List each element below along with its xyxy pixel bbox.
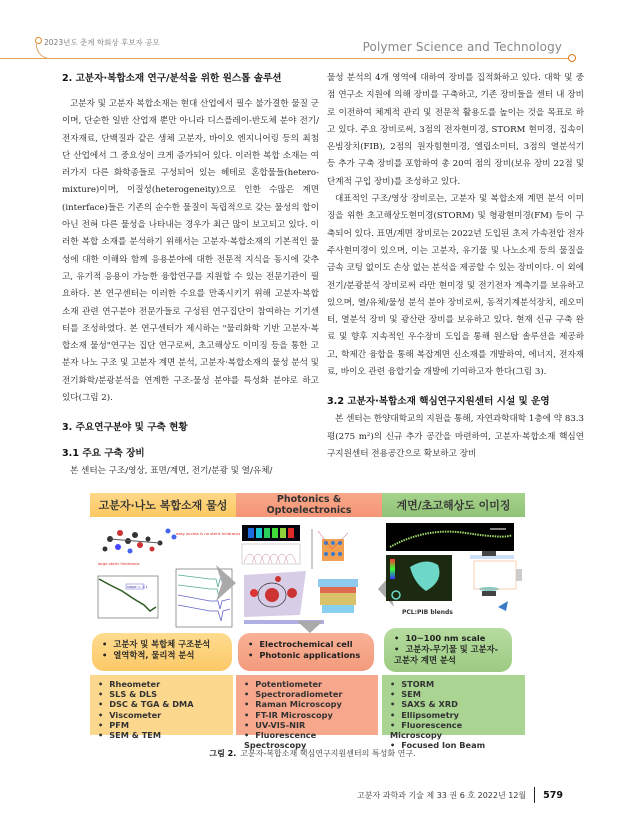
pill-item: • 10~100 nm scale [394,633,502,644]
figure-2 [90,493,525,751]
equipment-item: • UV-VIS-NIR [244,720,370,730]
equipment-item: • Raman Microscopy [244,699,370,709]
equipment-item: • SEM [390,689,517,699]
imaging-equipment-list [382,675,525,751]
section-3-1-paragraph: 본 센터는 구조/영상, 표면/계면, 전기/분광 및 열/유체/ [70,466,273,477]
equipment-item: • Fluorescence Spectroscopy [244,730,370,750]
equipment-item: • SLS & DLS [98,689,225,699]
equipment-item: • FT-IR Microscopy [244,710,370,720]
equipment-item: • Rheometer [98,679,225,689]
scattering-plot [98,576,158,618]
figure-caption [0,748,625,759]
pill-item: • Electrochemical cell [248,639,364,650]
section-3-2-paragraph: 본 센터는 한양대학교의 지원을 통해, 자연과학대학 1층에 약 83.3평(275 m²)의 신규 추가 공간을 마련하여, 고분자·복합소재 핵심연구지원센터 전용공간으로 확보하고 장비 [327,414,584,459]
section-3-1-paragraph-cont: 물성 분석의 4개 영역에 대하여 장비를 집적화하고 있다. 대학 및 중점 연구소 지원에 의해 장비를 구축하고, 기존 장비들을 센터 내 장비로 이전하여 체계적 관리 및 전문적 활용도를 높이는 것을 목표로 하고 있다. 주요 장비로써, 3점의 전자현미경, STORM 현미경, 집속이온빔장치(FIB), 2점의 원자힘현미경, 엘립소미터, 3점의 열분석기 등 추가 구축 장비를 포함하여 총 20여 점의 장비(보유 장비 22점 및 단계적 구입 장비)를 조성하고 있다. [327,73,584,187]
imaging-illustration [386,521,525,629]
right-column [327,70,584,463]
equipment-item: • Fluorescence Microscopy [390,720,517,740]
molecule-model [103,529,177,554]
equipment-item: • SEM & TEM [98,730,225,740]
equipment-item: • Spectroradiometer [244,689,370,699]
equipment-item: • Viscometer [98,710,225,720]
energy-diagram [312,529,348,569]
section-2-paragraph: 고분자 및 고분자 복합소재는 현대 산업에서 필수 불가결한 물질 군이며, 단순한 일반 산업재 뿐만 아니라 디스플레이-반도체 분야 전기/전자재료, 단백질과 같은 생체 고분자, 바이오 엔지니어링 등의 최첨단 산업에서 그 중요성이 크게 증가되어 있다. 이러한 복합 소재는 여러가지 다른 화학종들로 구성되어 있는 헤테로 혼합물들(hetero-mixture)이며, 이질성(heterogeneity)으로 인한 수많은 계면(interface)들은 기존의 순수한 물질이 독립적으로 갖는 물성의 합이 아닌 전혀 다른 물성을 나타내는 경우가 최근 많이 보고되고 있다. 이러한 복합 소재를 분석하기 위해서는 고분자·복합소재의 기본적인 물성에 대한 이해와 함께 응용분야에 대한 전문적 지식을 동시에 갖추고, 유기적 응용이 가능한 융합연구를 지원할 수 있는 전문기관이 필요하다. 본 연구센터는 이러한 수요를 만족시키기 위해 고분자·복합소재 관련 연구분야 전문가들로 구성된 연구집단이 참여하는 기기센터를 조성하였다. 본 연구센터가 제시하는 "물리화학 기반 고분자·복합소재 물성"연구는 집단 연구로써, 초고해상도 이미징 등을 통한 고분자 나노 구조 및 고분자 계면 분석, 고분자·복합소재의 물성 분석 및 전기화학/분광분석을 연계한 구조-물성 분야를 특성화 분야로 하고 있다(그림 2). [62,99,319,404]
photonics-analysis-pill [238,633,374,671]
pill-item: • 열역학적, 물리적 분석 [102,650,222,661]
header-rule [0,58,570,59]
section-2-title: 2. 고분자·복합소재 연구/분석을 위한 원스톱 솔루션 [62,73,282,84]
photonics-illustration [240,521,380,629]
slope-label: slope = 1.1 [127,585,148,589]
materials-equipment-list [90,675,233,741]
photonics-panel [240,521,380,629]
equipment-item: • Potentiometer [244,679,370,689]
figure-header-materials: 고분자·나노 복합소재 물성 [90,493,236,517]
section-3-title: 3. 주요연구분야 및 구축 현황 [62,422,188,434]
imaging-analysis-pill [384,628,512,672]
header-dot-icon [35,37,42,44]
pcl-pib-blends-label: PCL:PIB blends [402,609,453,616]
arrow-down-icon [295,621,325,633]
arrow-right-icon [214,563,238,603]
photonics-equipment-list [236,675,378,751]
header-journal-title: Polymer Science and Technology [362,40,562,54]
section-3-1-title: 3.1 주요 구축 장비 [62,448,145,460]
footer-divider [534,787,535,803]
pill-item: • Photonic applications [248,650,364,661]
quantum-dot-diagram [244,571,324,624]
imaging-panel [386,521,525,629]
equipment-item: • PFM [98,720,225,730]
header-circle-icon [568,54,576,62]
footer-journal-info: 고분자 과학과 기술 제 33 권 6 호 2022년 12월 [356,790,527,800]
large-steric-label: large steric hindrance [98,561,140,566]
equipment-item: • SAXS & XRD [390,699,517,709]
equipment-item: • Focused Ion Beam [390,740,517,750]
microscope-schematic [470,551,522,611]
device-stack [318,579,358,613]
left-column [62,70,319,481]
section-3-2-title: 3.2 고분자·복합소재 핵심연구지원센터 시설 및 운영 [327,396,550,408]
easy-access-label: easy access & no steric hindrance [176,531,240,536]
equipment-item: • Ellipsometry [390,710,517,720]
materials-analysis-pill [92,633,232,671]
caption-label: 그림 2. [209,749,237,758]
header-left-text: 2023년도 춘계 학회상 후보자 공모 [44,38,160,47]
equipment-item: • STORM [390,679,517,689]
figure-header-imaging: 계면/초고해상도 이미징 [382,493,525,517]
page-number: 579 [543,789,563,801]
spectra-plot [242,544,300,564]
figure-header-photonics: Photonics & Optoelectronics [236,493,382,517]
caption-text: 고분자-복합소재 핵심연구지원센터의 특성화 연구. [240,749,416,758]
section-3-1-paragraph-2: 대표적인 구조/영상 장비로는, 고분자 및 복합소재 계면 분석 이미징을 위한 초고해상도현미경(STORM) 및 형광현미경(FM) 등이 구축되어 있다. 표면/계면 장비로는 2022년 도입된 초저 가속전압 전자주사현미경이 있으며, 이는 고분자, 유기물 및 나노소재 등의 물질을 금속 코팅 없이도 손상 없는 분석을 제공할 수 있는 장비이다. 이 외에 전기/분광분석 장비로써 라만 현미경 및 전기전자 계측기를 보유하고 있으며, 열/유체/물성 분석 분야 장비로써, 동적기계분석장치, 레오미터, 열분석 장비 및 광산란 장비를 보유하고 있다. 현재 신규 구축 완료 및 향후 지속적인 우수장비 도입을 통해 원스탑 솔루션을 제공하고, 학제간 융합을 통해 복잡계면 신소재를 개발하여, 에너지, 전자재료, 바이오 관련 융합기술 개발에 기여하고자 한다(그림 3). [327,194,584,378]
equipment-item: • DSC & TGA & DMA [98,699,225,709]
page-footer [357,787,563,803]
pill-item: • 고분자 및 복합체 구조분석 [102,639,222,650]
pill-item: • 고분자-무기물 및 고분자-고분자 계면 분석 [394,644,502,666]
